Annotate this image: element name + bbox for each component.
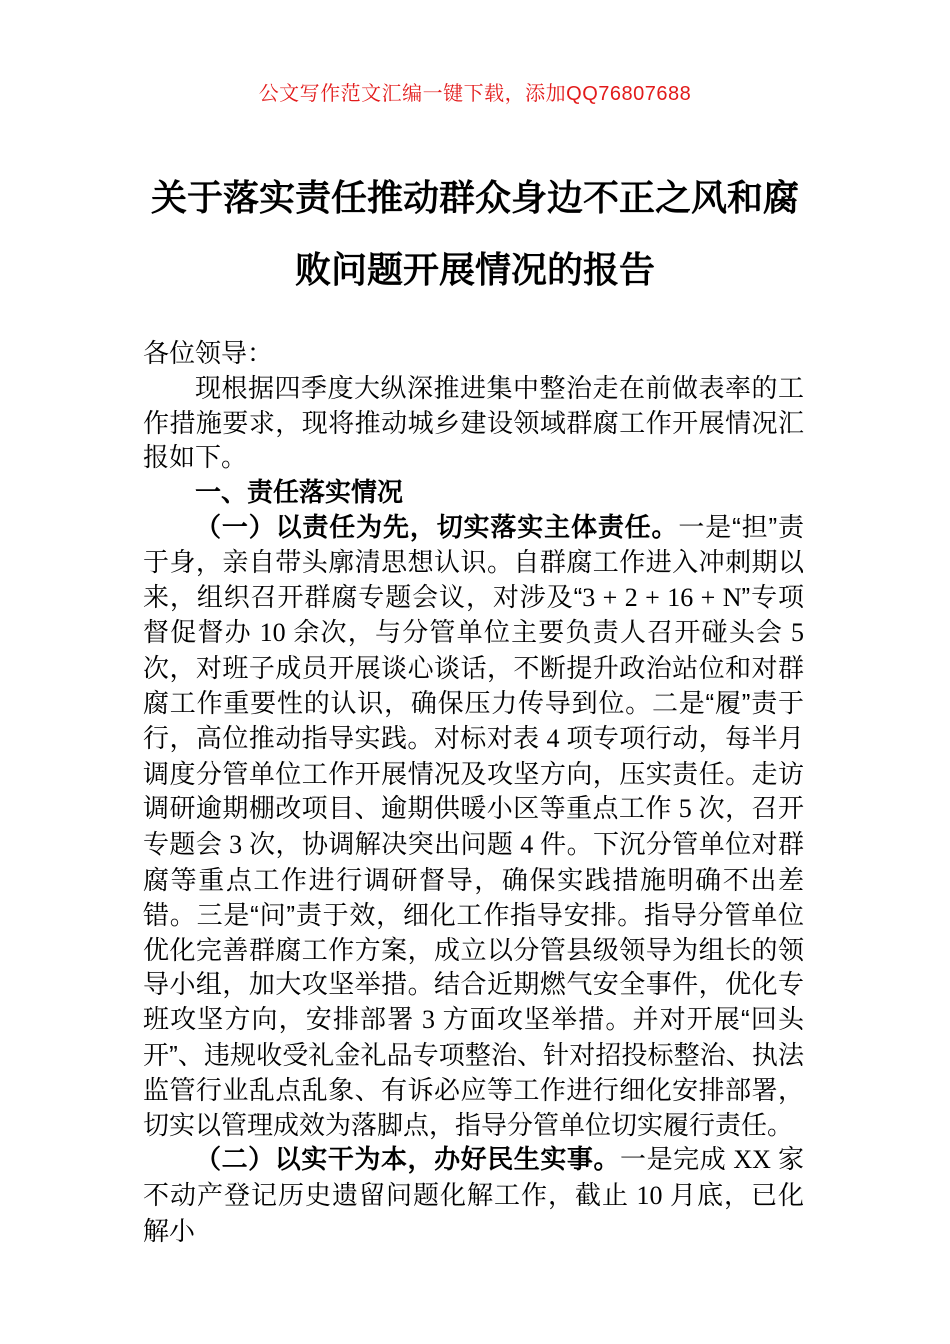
latin-text: 3 [414,1005,443,1035]
salutation: 各位领导： [143,338,274,368]
promo-banner-text: 公文写作范文汇编一键下载，添加QQ76807688 [258,83,692,105]
latin-text: 10 [251,618,294,648]
paragraph [143,510,804,1142]
latin-text: 3 + 2 + 16 + N [582,582,742,612]
paragraph-text: 现根据四季度大纵深推进集中整治走在前做表率的工作措施要求，现将推动城乡建设领域群腐工作开展情况汇报如下。 [143,372,804,473]
section-heading: 一、责任落实情况 [195,477,404,508]
document-title: 关于落实责任推动群众身边不正之风和腐败问题开展情况的报告 [150,177,799,290]
document-body [143,336,804,1249]
paragraph-container [143,371,804,1249]
latin-text: 4 [513,830,541,860]
latin-text: XX [726,1145,778,1175]
paragraph [143,371,804,475]
paragraph [143,1142,804,1248]
latin-text: 4 [539,723,567,753]
latin-text: 10 [628,1181,670,1211]
paragraph-lead-in: （一）以责任为先，切实落实主体责任。 [195,511,679,542]
paragraph-lead-in: （二）以实干为本，办好民生实事。 [195,1144,621,1175]
latin-text: 3 [222,830,250,860]
paragraph-text: 一是完成 XX 家不动产登记历史遗留问题化解工作，截止 10 月底，已化解小 [143,1144,804,1246]
latin-text: 5 [671,794,699,824]
paragraph-text: 一是“担”责于身，亲自带头廓清思想认识。自群腐工作进入冲刺期以来，组织召开群腐专题会议，对涉及“3 + 2 + 16 + N”专项督促督办 10 余次，与分管单位主要负责人召开碰头会 5 次，对班子成员开展谈心谈话，不断提升政治站位和对群腐工作重要性的认识，确保压力传导到位。二是“履”责于行，高位推动指导实践。对标对表 4 项专项行动，每半月调度分管单位工作开展情况及攻坚方向，压实责任。走访调研逾期棚改项目、逾期供暖小区等重点工作 5 次，召开专题会 3 次，协调解决突出问题 4 件。下沉分管单位对群腐等重点工作进行调研督导，确保实践措施明确不出差错。三是“问”责于效，细化工作指导安排。指导分管单位优化完善群腐工作方案，成立以分管县级领导为组长的领导小组，加大攻坚举措。结合近期燃气安全事件，优化专班攻坚方向，安排部署 3 方面攻坚举措。并对开展“回头开”、违规收受礼金礼品专项整治、针对招投标整治、执法监管行业乱点乱象、有诉必应等工作进行细化安排部署，切实以管理成效为落脚点，指导分管单位切实履行责任。 [143,511,804,1140]
latin-text: 5 [783,618,804,648]
